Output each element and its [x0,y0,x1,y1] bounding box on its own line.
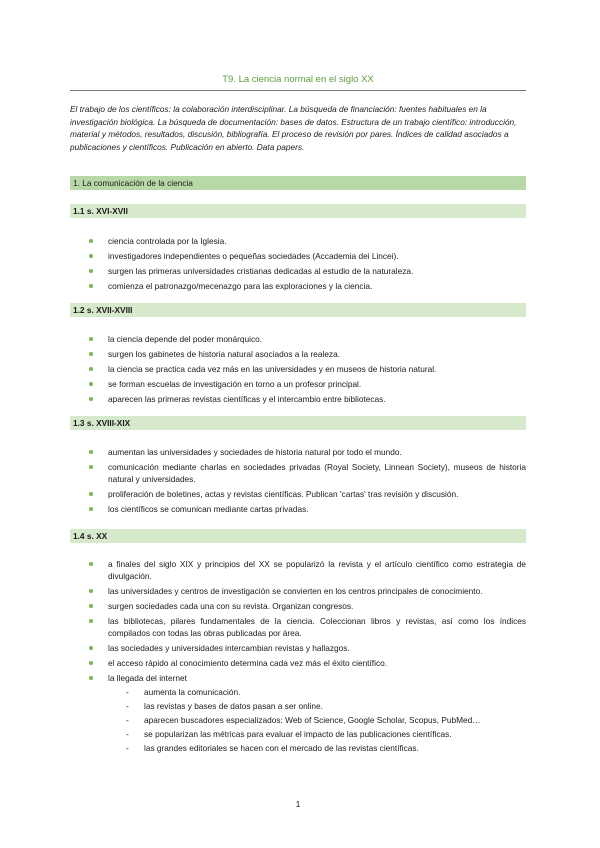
subsection-heading-1-3: 1.3 s. XVIII-XIX [70,416,526,430]
list-item: las universidades y centros de investigación se convierten en los centros principales de conocimiento. [88,585,526,597]
sublist-item: - las grandes editoriales se hacen con el mercado de las revistas científicas. [108,742,526,754]
list-item: las sociedades y universidades intercambian revistas y hallazgos. [88,642,526,654]
sublist-internet [108,686,526,754]
list-item: surgen los gabinetes de historia natural asociados a la realeza. [88,348,526,360]
list-item: proliferación de boletines, actas y revistas científicas. Publican 'cartas' tras revisión y discusión. [88,488,526,500]
subsection-heading-1-1: 1.1 s. XVI-XVII [70,204,526,218]
list-item: el acceso rápido al conocimiento determina cada vez más el éxito científico. [88,657,526,669]
list-item: comunicación mediante charlas en sociedades privadas (Royal Society, Linnean Society), museos de historia natural y universidades. [88,461,526,485]
abstract-text: El trabajo de los científicos: la colaboración interdisciplinar. La búsqueda de financiación: fuentes habituales en la investigación biológica. La búsqueda de documentación: bases de datos. Estructura de un trabajo científico: introducción, material y métodos, resultados, discusión, bibliografía. El proceso de revisión por pares. Índices de calidad asociados a publicaciones y científicos. Publicación en abierto. Data papers. [70,104,517,152]
title-divider [70,90,526,91]
list-item: la ciencia se practica cada vez más en las universidades y en museos de historia natural. [88,363,526,375]
sublist-item: - aumenta la comunicación. [108,686,526,698]
list-1-2 [88,333,526,408]
list-item: surgen las primeras universidades cristianas dedicadas al estudio de la naturaleza. [88,265,526,277]
list-item: la ciencia depende del poder monárquico. [88,333,526,345]
list-item: los científicos se comunican mediante cartas privadas. [88,503,526,515]
sublist-item: - las revistas y bases de datos pasan a ser online. [108,700,526,712]
document-page [70,0,526,848]
sublist-item: - se popularizan las métricas para evaluar el impacto de las publicaciones científicas. [108,728,526,740]
page-number: 1 [295,799,301,809]
subsection-heading-1-4: 1.4 s. XX [70,529,526,543]
list-item [88,672,526,754]
list-1-3 [88,446,526,518]
section-heading-1: 1. La comunicación de la ciencia [70,176,526,190]
list-item: a finales del siglo XIX y principios del XX se popularizó la revista y el artículo científico como estrategia de divulgación. [88,558,526,582]
sublist-item: - aparecen buscadores especializados: Web of Science, Google Scholar, Scopus, PubMed… [108,714,526,726]
list-item: se forman escuelas de investigación en torno a un profesor principal. [88,378,526,390]
subsection-heading-1-2: 1.2 s. XVII-XVIII [70,303,526,317]
list-item: aumentan las universidades y sociedades de historia natural por todo el mundo. [88,446,526,458]
list-1-4 [88,558,526,757]
list-1-1 [88,235,526,295]
document-title: T9. La ciencia normal en el siglo XX [222,74,374,85]
list-item: surgen sociedades cada una con su revista. Organizan congresos. [88,600,526,612]
list-item: comienza el patronazgo/mecenazgo para las exploraciones y la ciencia. [88,280,526,292]
list-item: las bibliotecas, pilares fundamentales de la ciencia. Coleccionan libros y revistas, así como los índices compilados con todas las obras publicadas por área. [88,615,526,639]
list-item: investigadores independientes o pequeñas sociedades (Accademia dei Lincei). [88,250,526,262]
list-item: ciencia controlada por la Iglesia. [88,235,526,247]
list-item-label: la llegada del internet [108,673,187,683]
list-item: aparecen las primeras revistas científicas y el intercambio entre bibliotecas. [88,393,526,405]
